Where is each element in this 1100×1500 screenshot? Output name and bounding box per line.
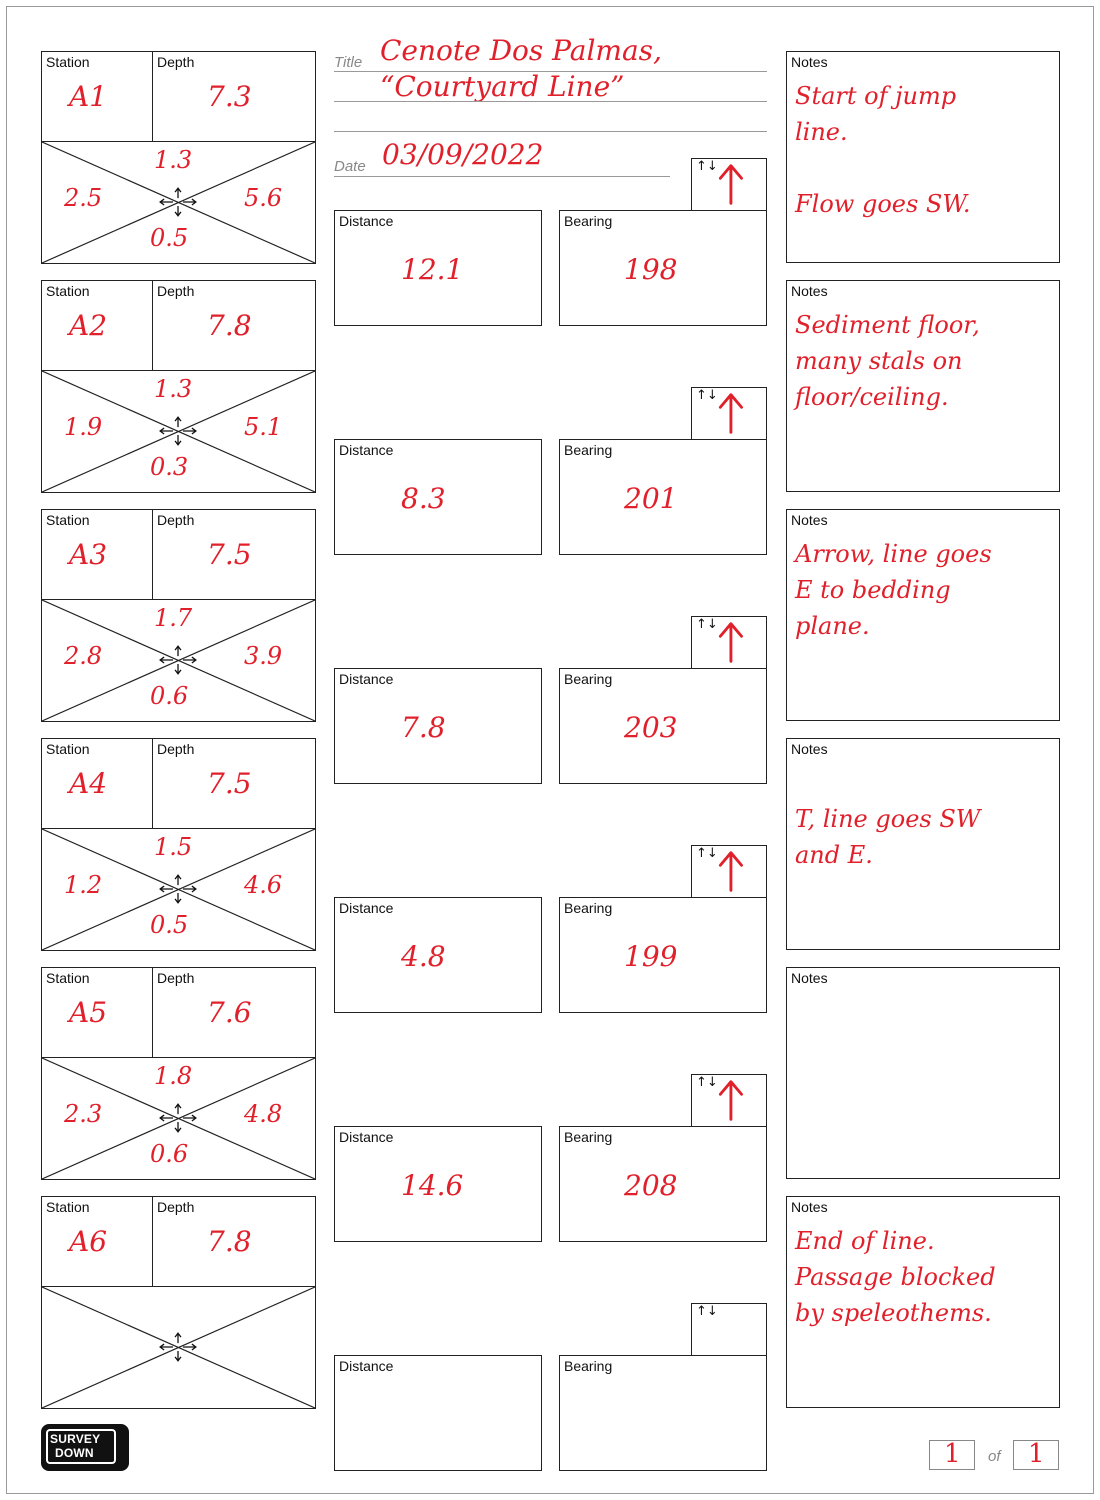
distance-value: 14.6: [401, 1169, 464, 1202]
page-total-box: [1013, 1440, 1059, 1470]
direction-arrow-stroke: [720, 853, 741, 891]
station-value: A6: [69, 1225, 108, 1258]
depth-label: Depth: [157, 741, 195, 757]
title-rule-2: [334, 101, 767, 102]
notes-text: Start of jump line. Flow goes SW.: [795, 82, 971, 218]
lrud-box: [41, 141, 316, 264]
lrud-up-value: 1.3: [154, 146, 193, 174]
bearing-label: Bearing: [564, 442, 613, 458]
distance-box: [334, 897, 542, 1013]
bearing-label: Bearing: [564, 900, 613, 916]
direction-box: [691, 616, 767, 669]
distance-box: [334, 210, 542, 326]
logo-text-line-2: DOWN: [55, 1446, 94, 1460]
left-arrow-icon: [160, 1115, 173, 1121]
distance-value: 12.1: [401, 253, 464, 286]
bearing-value: 199: [624, 940, 678, 973]
title-label: Title: [334, 54, 363, 71]
notes-box: [786, 509, 1060, 721]
direction-arrow-icon: [692, 1075, 766, 1126]
up-down-icon: ↑↓: [696, 1304, 718, 1319]
title-rule-1: [334, 71, 767, 72]
direction-arrow-stroke: [720, 395, 741, 433]
down-arrow-icon: [175, 435, 181, 445]
station-label: Station: [46, 283, 90, 299]
down-arrow-icon: [175, 206, 181, 216]
lrud-box: [41, 828, 316, 951]
left-arrow-icon: [160, 657, 173, 663]
up-arrow-icon: [175, 188, 181, 198]
depth-label: Depth: [157, 512, 195, 528]
bearing-label: Bearing: [564, 213, 613, 229]
notes-text: End of line. Passage blocked by speleothems.: [795, 1227, 996, 1327]
page-current-box: [929, 1440, 975, 1470]
lrud-left-value: 1.9: [64, 413, 103, 441]
direction-arrow-stroke: [720, 624, 741, 662]
direction-arrow-icon: [692, 846, 766, 897]
up-down-icon: ↑↓: [696, 1075, 718, 1090]
title-rule-3: [334, 131, 767, 132]
station-label: Station: [46, 54, 90, 70]
notes-label: Notes: [791, 512, 828, 528]
lrud-up-value: 1.3: [154, 375, 193, 403]
notes-label: Notes: [791, 741, 828, 757]
bearing-label: Bearing: [564, 1358, 613, 1374]
station-header-box: [41, 509, 316, 600]
direction-arrow-icon: [692, 388, 766, 439]
lrud-right-value: 4.6: [244, 871, 283, 899]
station-value: A2: [69, 309, 108, 342]
bearing-label: Bearing: [564, 1129, 613, 1145]
notes-label: Notes: [791, 283, 828, 299]
distance-label: Distance: [339, 442, 394, 458]
depth-value: 7.3: [207, 80, 252, 113]
up-down-icon: ↑↓: [696, 388, 718, 403]
date-rule: [334, 176, 670, 177]
depth-label: Depth: [157, 283, 195, 299]
station-value: A4: [69, 767, 108, 800]
station-depth-divider: [152, 281, 153, 370]
lrud-right-value: 5.6: [244, 184, 283, 212]
station-header-box: [41, 51, 316, 142]
notes-box: [786, 738, 1060, 950]
direction-arrow-icon: [692, 159, 766, 210]
depth-label: Depth: [157, 54, 195, 70]
distance-label: Distance: [339, 1129, 394, 1145]
distance-label: Distance: [339, 1358, 394, 1374]
notes-label: Notes: [791, 54, 828, 70]
date-value: 03/09/2022: [382, 138, 544, 171]
up-arrow-icon: [175, 875, 181, 885]
up-arrow-icon: [175, 417, 181, 427]
lrud-right-value: 3.9: [244, 642, 283, 670]
lrud-left-value: 2.5: [64, 184, 103, 212]
notes-box: [786, 51, 1060, 263]
distance-label: Distance: [339, 213, 394, 229]
bearing-box: [559, 1126, 767, 1242]
title-line-2: “Courtyard Line”: [380, 70, 625, 103]
lrud-left-value: 1.2: [64, 871, 103, 899]
direction-box: [691, 1303, 767, 1356]
direction-arrow-stroke: [720, 1082, 741, 1120]
lrud-box: [41, 1057, 316, 1180]
lrud-cross-lines: [42, 1287, 315, 1408]
station-header-box: [41, 280, 316, 371]
lrud-right-value: 4.8: [244, 1100, 283, 1128]
station-depth-divider: [152, 968, 153, 1057]
distance-box: [334, 1126, 542, 1242]
lrud-up-value: 1.8: [154, 1062, 193, 1090]
lrud-left-value: 2.8: [64, 642, 103, 670]
notes-label: Notes: [791, 970, 828, 986]
left-arrow-icon: [160, 886, 173, 892]
bearing-box: [559, 668, 767, 784]
direction-box: [691, 387, 767, 440]
station-value: A5: [69, 996, 108, 1029]
station-depth-divider: [152, 739, 153, 828]
notes-label: Notes: [791, 1199, 828, 1215]
notes-text: T, line goes SW and E.: [795, 805, 981, 869]
bearing-box: [559, 210, 767, 326]
direction-box: [691, 845, 767, 898]
page-total: 1: [1028, 1439, 1045, 1469]
distance-box: [334, 1355, 542, 1471]
distance-box: [334, 668, 542, 784]
lrud-down-value: 0.3: [150, 453, 189, 481]
direction-box: [691, 158, 767, 211]
distance-label: Distance: [339, 671, 394, 687]
logo-text-line-1: SURVEY: [50, 1432, 101, 1446]
station-header-box: [41, 967, 316, 1058]
lrud-right-value: 5.1: [244, 413, 283, 441]
distance-label: Distance: [339, 900, 394, 916]
depth-value: 7.5: [207, 538, 252, 571]
down-arrow-icon: [175, 893, 181, 903]
direction-box: [691, 1074, 767, 1127]
lrud-down-value: 0.5: [150, 224, 189, 252]
up-arrow-icon: [175, 1104, 181, 1114]
notes-box: [786, 280, 1060, 492]
left-arrow-icon: [160, 199, 173, 205]
direction-arrow-icon: [692, 617, 766, 668]
station-label: Station: [46, 970, 90, 986]
station-value: A1: [69, 80, 108, 113]
date-label: Date: [334, 158, 366, 175]
lrud-box: [41, 599, 316, 722]
depth-label: Depth: [157, 1199, 195, 1215]
station-header-box: [41, 738, 316, 829]
station-value: A3: [69, 538, 108, 571]
lrud-box: [41, 1286, 316, 1409]
direction-arrow-stroke: [720, 166, 741, 204]
station-header-box: [41, 1196, 316, 1287]
distance-box: [334, 439, 542, 555]
notes-text: Arrow, line goes E to bedding plane.: [795, 540, 992, 640]
lrud-up-value: 1.5: [154, 833, 193, 861]
depth-value: 7.5: [207, 767, 252, 800]
survey-down-logo: [41, 1424, 129, 1471]
lrud-up-value: 1.7: [154, 604, 193, 632]
lrud-box: [41, 370, 316, 493]
bearing-value: 201: [624, 482, 678, 515]
page-current: 1: [944, 1439, 961, 1469]
station-label: Station: [46, 512, 90, 528]
down-arrow-icon: [175, 664, 181, 674]
depth-value: 7.8: [207, 1225, 252, 1258]
down-arrow-icon: [175, 1122, 181, 1132]
left-arrow-icon: [160, 428, 173, 434]
station-depth-divider: [152, 52, 153, 141]
station-label: Station: [46, 741, 90, 757]
notes-text: Sediment floor, many stals on floor/ceiling.: [795, 311, 980, 411]
station-label: Station: [46, 1199, 90, 1215]
depth-label: Depth: [157, 970, 195, 986]
up-down-icon: ↑↓: [696, 159, 718, 174]
bearing-value: 208: [624, 1169, 678, 1202]
up-down-icon: ↑↓: [696, 617, 718, 632]
notes-box: [786, 1196, 1060, 1408]
title-line-1: Cenote Dos Palmas,: [380, 34, 662, 67]
down-arrow-icon: [175, 1351, 181, 1361]
distance-value: 7.8: [401, 711, 446, 744]
lrud-down-value: 0.6: [150, 1140, 189, 1168]
depth-value: 7.6: [207, 996, 252, 1029]
lrud-down-value: 0.5: [150, 911, 189, 939]
left-arrow-icon: [160, 1344, 173, 1350]
bearing-label: Bearing: [564, 671, 613, 687]
notes-box: [786, 967, 1060, 1179]
lrud-left-value: 2.3: [64, 1100, 103, 1128]
bearing-value: 198: [624, 253, 678, 286]
up-arrow-icon: [175, 1333, 181, 1343]
bearing-value: 203: [624, 711, 678, 744]
lrud-down-value: 0.6: [150, 682, 189, 710]
station-depth-divider: [152, 1197, 153, 1286]
up-down-icon: ↑↓: [696, 846, 718, 861]
bearing-box: [559, 897, 767, 1013]
distance-value: 8.3: [401, 482, 446, 515]
bearing-box: [559, 1355, 767, 1471]
page-of-label: of: [988, 1448, 1001, 1465]
bearing-box: [559, 439, 767, 555]
distance-value: 4.8: [401, 940, 446, 973]
station-depth-divider: [152, 510, 153, 599]
depth-value: 7.8: [207, 309, 252, 342]
up-arrow-icon: [175, 646, 181, 656]
